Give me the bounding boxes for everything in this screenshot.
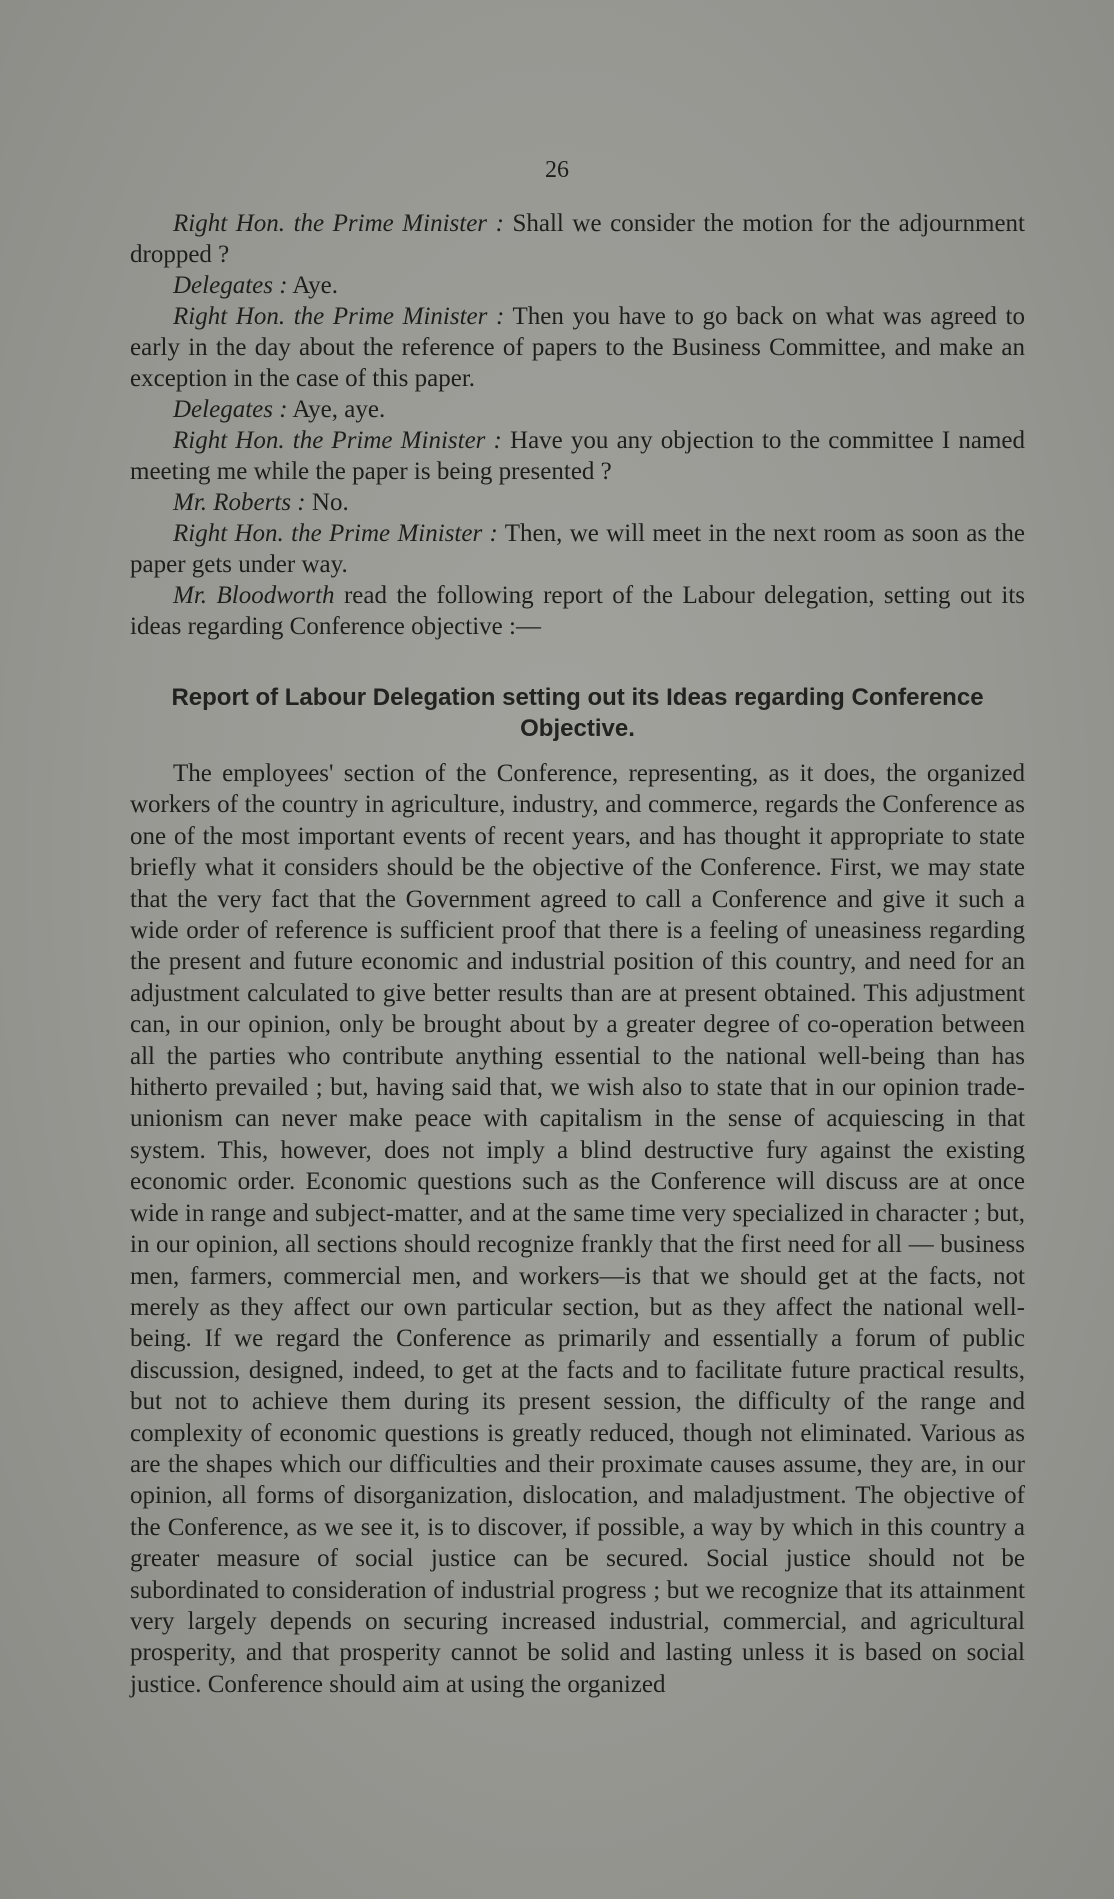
speech-paragraph [130,208,1025,270]
speaker-name: Mr. Roberts : [173,489,306,516]
speech-text: Then, we will meet in the next room as soon as the paper gets under way. [130,520,1025,578]
page-number: 26 [545,157,569,183]
speaker-name: Delegates : [173,396,288,423]
speech-text: Aye, aye. [292,396,386,423]
speech-paragraph [130,580,1025,642]
speech-paragraph [130,487,1025,518]
speaker-name: Delegates : [173,272,288,299]
speaker-name: Right Hon. the Prime Minister : [173,427,502,454]
speech-text: read the following report of the Labour delegation, setting out its ideas regarding Conference objective :— [130,582,1025,640]
speech-paragraph [130,301,1025,394]
speech-paragraph [130,518,1025,580]
speech-text: Aye. [292,272,339,299]
speech-text: Have you any objection to the committee I named meeting me while the paper is being presented ? [130,427,1026,485]
speaker-name: Right Hon. the Prime Minister : [173,210,504,237]
speech-paragraph [130,425,1025,487]
speech-text: No. [311,489,349,516]
report-body: The employees' section of the Conference, representing, as it does, the organized workers of the country in agriculture, industry, and commerce, regards the Conference as one of the most important events of recent years, and has thought it appropriate to state briefly what it considers should be the objective of the Conference. First, we may state that the very fact that the Government agreed to call a Conference and give it such a wide order of reference is sufficient proof that there is a feeling of uneasiness regarding the present and future economic and industrial position of this country, and need for an adjustment calculated to give better results than are at present obtained. This adjustment can, in our opinion, only be brought about by a greater degree of co-operation between all the parties who contribute anything essential to the national well-being than has hitherto prevailed ; but, having said that, we wish also to state that in our opinion trade-unionism can never make peace with capitalism in the sense of acquiescing in that system. This, however, does not imply a blind destructive fury against the existing economic order. Economic questions such as the Conference will discuss are at once wide in range and subject-matter, and at the same time very specialized in character ; but, in our opinion, all sections should recognize frankly that the first need for all — business men, farmers, commercial men, and workers—is that we should get at the facts, not merely as they affect our own particular section, but as they affect the national well-being. If we regard the Conference as primarily and essentially a forum of public discussion, designed, indeed, to get at the facts and to facilitate future practical results, but not to achieve them during its present session, the difficulty of the range and complexity of economic questions is greatly reduced, though not eliminated. Various as are the shapes which our difficulties and their proximate causes assume, they are, in our opinion, all forms of disorganization, dislocation, and maladjustment. The objective of the Conference, as we see it, is to discover, if possible, a way by which in this country a greater measure of social justice can be secured. Social justice should not be subordinated to consideration of industrial progress ; but we recognize that its attainment very largely depends on securing increased industrial, commercial, and agricultural prosperity, and that prosperity cannot be solid and lasting unless it is based on social justice. Conference should aim at using the organized [130,760,1025,1698]
speaker-name: Right Hon. the Prime Minister : [173,303,505,330]
speaker-name: Right Hon. the Prime Minister : [173,520,498,547]
speech-paragraph [130,270,1025,301]
speech-paragraph [130,394,1025,425]
speech-text: Shall we consider the motion for the adjournment dropped ? [130,210,1025,268]
speech-text: Then you have to go back on what was agreed to early in the day about the reference of papers to the Business Committee, and make an exception in the case of this paper. [130,303,1025,392]
speaker-name: Mr. Bloodworth [173,582,335,609]
report-heading: Report of Labour Delegation setting out its Ideas regarding Conference Objective. [171,684,984,742]
text-column [130,208,1025,1700]
